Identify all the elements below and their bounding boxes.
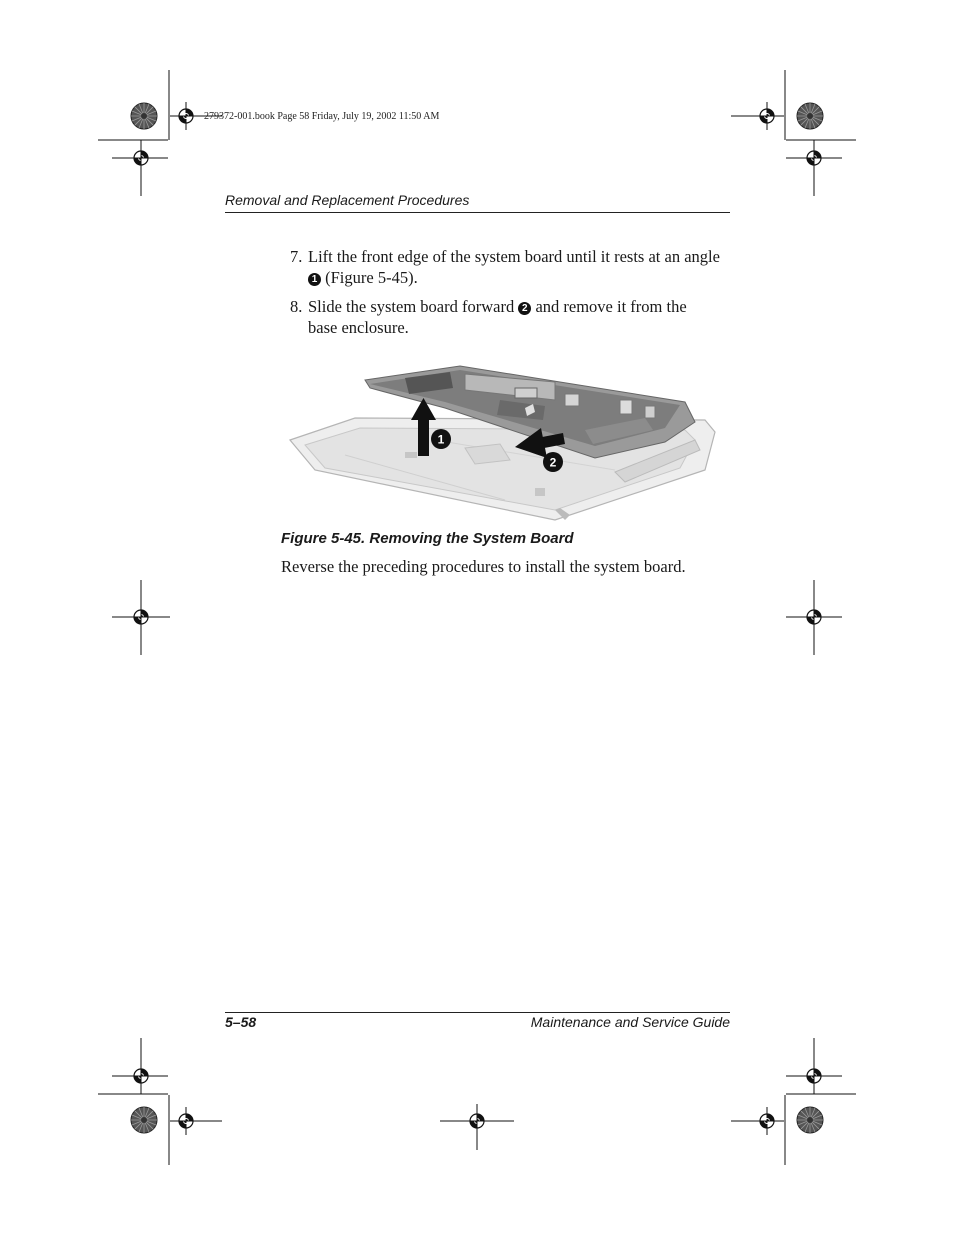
step-text: and remove it from the base enclosure. <box>308 297 687 337</box>
callout-1-label: 1 <box>437 432 445 447</box>
footer-rule <box>225 1012 730 1013</box>
page-number: 5–58 <box>225 1014 257 1030</box>
color-wheel-top-right <box>797 103 823 129</box>
print-slug: 279372-001.book Page 58 Friday, July 19, 2002 11:50 AM <box>204 111 440 122</box>
color-wheel-bottom-left <box>131 1107 157 1133</box>
running-head: Removal and Replacement Procedures <box>225 192 470 208</box>
step-text: Slide the system board forward <box>308 297 515 316</box>
step-8 <box>290 296 720 338</box>
callout-1-icon: 1 <box>308 273 321 286</box>
color-wheel-top-left <box>131 103 157 129</box>
callout-2-icon: 2 <box>518 302 531 315</box>
guide-title: Maintenance and Service Guide <box>530 1014 730 1030</box>
step-text: (Figure 5-45). <box>325 268 418 287</box>
callout-1-marker <box>431 429 451 449</box>
figure-caption: Figure 5-45. Removing the System Board <box>281 530 574 547</box>
color-wheel-bottom-right <box>797 1107 823 1133</box>
step-text: Lift the front edge of the system board until it rests at an angle <box>308 247 720 266</box>
procedure-steps <box>290 246 720 346</box>
callout-2-label: 2 <box>549 455 557 470</box>
step-number: 7. <box>290 247 303 266</box>
header-rule <box>225 212 730 213</box>
step-number: 8. <box>290 297 303 316</box>
system-board-illustration <box>285 360 725 525</box>
callout-2-marker <box>543 452 563 472</box>
step-7 <box>290 246 720 288</box>
body-paragraph: Reverse the preceding procedures to install the system board. <box>281 557 686 576</box>
